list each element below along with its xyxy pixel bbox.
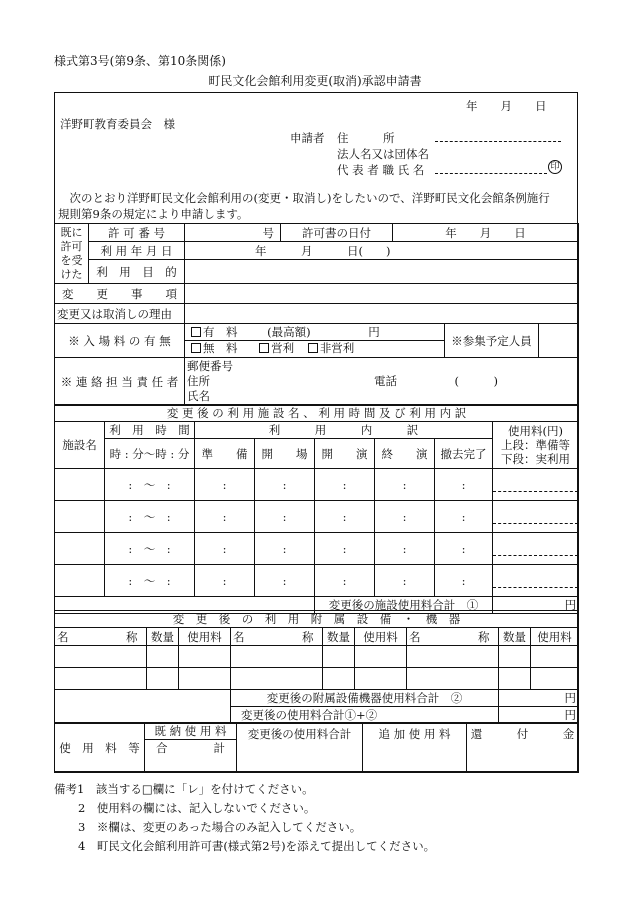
org-label: 法人名又は団体名 (337, 147, 429, 161)
equipment-cell[interactable] (323, 668, 355, 690)
equipment-cell[interactable] (531, 668, 579, 690)
equipment-cell[interactable] (407, 646, 499, 668)
commercial-label: 営利 (271, 340, 295, 355)
note-4: 4 町民文化会館利用許可書(様式第2号)を添えて提出してください。 (78, 839, 436, 853)
prep-cell[interactable]: : (195, 533, 255, 565)
end-header: 終 演 (375, 439, 435, 469)
equipment-name-header: 名 称 (55, 628, 147, 646)
time-cell[interactable]: : 〜 : (105, 565, 195, 597)
address-line[interactable] (435, 141, 561, 142)
equipment-cell[interactable] (55, 646, 147, 668)
start-cell[interactable]: : (315, 469, 375, 501)
equipment-section-title: 変 更 後 の 利 用 附 属 設 備 ・ 機 器 (55, 611, 579, 628)
equipment-cell[interactable] (179, 668, 231, 690)
change-item-field[interactable] (185, 284, 579, 304)
start-header: 開 演 (315, 439, 375, 469)
grand-total-blank (55, 707, 231, 724)
already-permitted-label: 既に 許可 を受 けた (55, 224, 89, 284)
equipment-cell[interactable] (179, 646, 231, 668)
note-1: 備考1 該当する□欄に「レ」を付けてください。 (54, 782, 314, 796)
expected-attendance-label: ※参集予定人員 (445, 324, 539, 358)
opening-header: 開 場 (255, 439, 315, 469)
time-cell[interactable]: : 〜 : (105, 533, 195, 565)
after-total-label: 変更後の使用料合計 (237, 723, 363, 773)
facility-name-cell[interactable] (55, 469, 105, 501)
contact-field[interactable] (185, 358, 579, 406)
intro-line-1: 次のとおり洋野町民文化会館利用の(変更・取消し)をしたいので、洋野町民文化会館条例施行 (58, 191, 550, 205)
form-title: 町民文化会館利用変更(取消)承認申請書 (208, 74, 422, 88)
equipment-cell[interactable] (531, 646, 579, 668)
equipment-qty-header: 数量 (323, 628, 355, 646)
end-cell[interactable]: : (375, 533, 435, 565)
equipment-cell[interactable] (231, 668, 323, 690)
facility-section-title: 変 更 後 の 利 用 施 設 名 、 利 用 時 間 及 び 利 用 内 訳 (55, 405, 579, 422)
admission-options (185, 324, 445, 358)
end-cell[interactable]: : (375, 469, 435, 501)
seal-icon: 印 (548, 160, 562, 174)
equipment-cell[interactable] (323, 646, 355, 668)
equipment-cell[interactable] (499, 646, 531, 668)
intro-line-2: 規則第9条の規定により申請します。 (58, 207, 249, 221)
breakdown-header: 利 用 内 訳 (195, 422, 493, 439)
fee-cell[interactable] (493, 533, 579, 565)
start-cell[interactable]: : (315, 533, 375, 565)
opening-cell[interactable]: : (255, 533, 315, 565)
permit-date-field[interactable]: 年 月 日 (393, 224, 579, 242)
cleanup-cell[interactable]: : (435, 533, 493, 565)
facility-name-cell[interactable] (55, 533, 105, 565)
equipment-cell[interactable] (355, 646, 407, 668)
prep-header: 準 備 (195, 439, 255, 469)
fee-header: 使用料(円) 上段：準備等 下段：実利用 (493, 422, 579, 469)
facility-name-cell[interactable] (55, 501, 105, 533)
commercial-checkbox[interactable] (259, 343, 269, 353)
equipment-cell[interactable] (147, 646, 179, 668)
facility-name-cell[interactable] (55, 565, 105, 597)
prep-cell[interactable]: : (195, 501, 255, 533)
table-row (55, 533, 579, 565)
facility-total-label: 変更後の施設使用料合計 ① (315, 597, 493, 614)
equipment-qty-header: 数量 (499, 628, 531, 646)
equipment-cell[interactable] (55, 668, 147, 690)
equipment-table (54, 610, 579, 724)
fees-label: 使 用 料 等 (55, 723, 145, 773)
contact-name-label: 氏名 (187, 389, 210, 403)
start-cell[interactable]: : (315, 565, 375, 597)
purpose-label: 利 用 目 的 (89, 260, 185, 284)
equipment-total-label: 変更後の附属設備機器使用料合計 ② (231, 690, 499, 707)
cleanup-header: 撤去完了 (435, 439, 493, 469)
time-cell[interactable]: : 〜 : (105, 501, 195, 533)
max-price-label: (最高額) (267, 324, 311, 339)
table-row (55, 668, 579, 690)
free-checkbox[interactable] (191, 343, 201, 353)
end-cell[interactable]: : (375, 565, 435, 597)
equipment-total-blank (55, 690, 231, 707)
postal-label: 郵便番号 (187, 359, 233, 373)
permit-table (54, 223, 579, 406)
form-number: 様式第3号(第9条、第10条関係) (54, 54, 226, 68)
expected-attendance-field[interactable] (539, 324, 579, 358)
noncommercial-label: 非営利 (319, 340, 355, 355)
paid-fee-total-label: 合 計 (145, 740, 237, 773)
time-sub-header: 時 : 分〜時 : 分 (105, 439, 195, 469)
use-date-label: 利 用 年 月 日 (89, 242, 185, 260)
opening-cell[interactable]: : (255, 469, 315, 501)
paid-fee-label: 既 納 使 用 料 (145, 723, 237, 740)
permit-number-label: 許 可 番 号 (89, 224, 185, 242)
facility-total-field[interactable]: 円 (493, 597, 579, 614)
rep-line[interactable] (435, 173, 547, 174)
permit-date-label: 許可書の日付 (281, 224, 393, 242)
grand-total-field[interactable]: 円 (499, 707, 579, 724)
time-header: 利 用 時 間 (105, 422, 195, 439)
address-label: 住 所 (337, 131, 395, 145)
application-date[interactable]: 年 月 日 (466, 99, 547, 113)
cleanup-cell[interactable]: : (435, 565, 493, 597)
equipment-fee-header: 使用料 (355, 628, 407, 646)
contact-label: ※ 連 絡 担 当 責 任 者 (55, 358, 185, 406)
opening-cell[interactable]: : (255, 565, 315, 597)
reason-label: 変更又は取消しの理由 (55, 304, 185, 324)
equipment-fee-header: 使用料 (531, 628, 579, 646)
table-row (55, 565, 579, 597)
fees-table (54, 722, 579, 773)
applicant-label: 申請者 (290, 131, 325, 145)
phone-label: 電話 ( ) (374, 374, 498, 388)
equipment-cell[interactable] (147, 668, 179, 690)
equipment-qty-header: 数量 (147, 628, 179, 646)
paid-checkbox[interactable] (191, 327, 201, 337)
extra-fee-label: 追 加 使 用 料 (363, 723, 467, 773)
noncommercial-checkbox[interactable] (308, 343, 318, 353)
change-item-label: 変 更 事 項 (55, 284, 185, 304)
prep-cell[interactable]: : (195, 469, 255, 501)
table-row (55, 501, 579, 533)
equipment-name-header: 名 称 (407, 628, 499, 646)
paid-label: 有 料 (203, 324, 238, 339)
purpose-field[interactable] (185, 260, 579, 284)
equipment-total-field[interactable]: 円 (499, 690, 579, 707)
facility-table (54, 404, 579, 614)
fee-cell[interactable] (493, 469, 579, 501)
addressee: 洋野町教育委員会 様 (60, 117, 175, 131)
time-cell[interactable]: : 〜 : (105, 469, 195, 501)
prep-cell[interactable]: : (195, 565, 255, 597)
cleanup-cell[interactable]: : (435, 501, 493, 533)
use-date-field[interactable]: 年 月 日( ) (185, 242, 579, 260)
rep-label: 代 表 者 職 氏 名 (337, 163, 425, 177)
grand-total-label: 変更後の使用料合計①+② (231, 707, 499, 724)
equipment-cell[interactable] (499, 668, 531, 690)
yen-label: 円 (368, 324, 380, 339)
note-2: 2 使用料の欄には、記入しないでください。 (78, 801, 316, 815)
free-label: 無 料 (203, 340, 238, 355)
table-row (55, 646, 579, 668)
equipment-cell[interactable] (355, 668, 407, 690)
cleanup-cell[interactable]: : (435, 469, 493, 501)
admission-label: ※ 入 場 料 の 有 無 (55, 324, 185, 358)
end-cell[interactable]: : (375, 501, 435, 533)
permit-number-field[interactable]: 号 (185, 224, 281, 242)
equipment-fee-header: 使用料 (179, 628, 231, 646)
equipment-name-header: 名 称 (231, 628, 323, 646)
table-row (55, 469, 579, 501)
equipment-cell[interactable] (231, 646, 323, 668)
opening-cell[interactable]: : (255, 501, 315, 533)
reason-field[interactable] (185, 304, 579, 324)
fee-cell[interactable] (493, 501, 579, 533)
start-cell[interactable]: : (315, 501, 375, 533)
fee-cell[interactable] (493, 565, 579, 597)
note-3: 3 ※欄は、変更のあった場合のみ記入してください。 (78, 820, 362, 834)
equipment-cell[interactable] (407, 668, 499, 690)
facility-name-header: 施設名 (55, 422, 105, 469)
refund-label: 還 付 金 (467, 723, 579, 773)
contact-address-label: 住所 (187, 374, 210, 388)
